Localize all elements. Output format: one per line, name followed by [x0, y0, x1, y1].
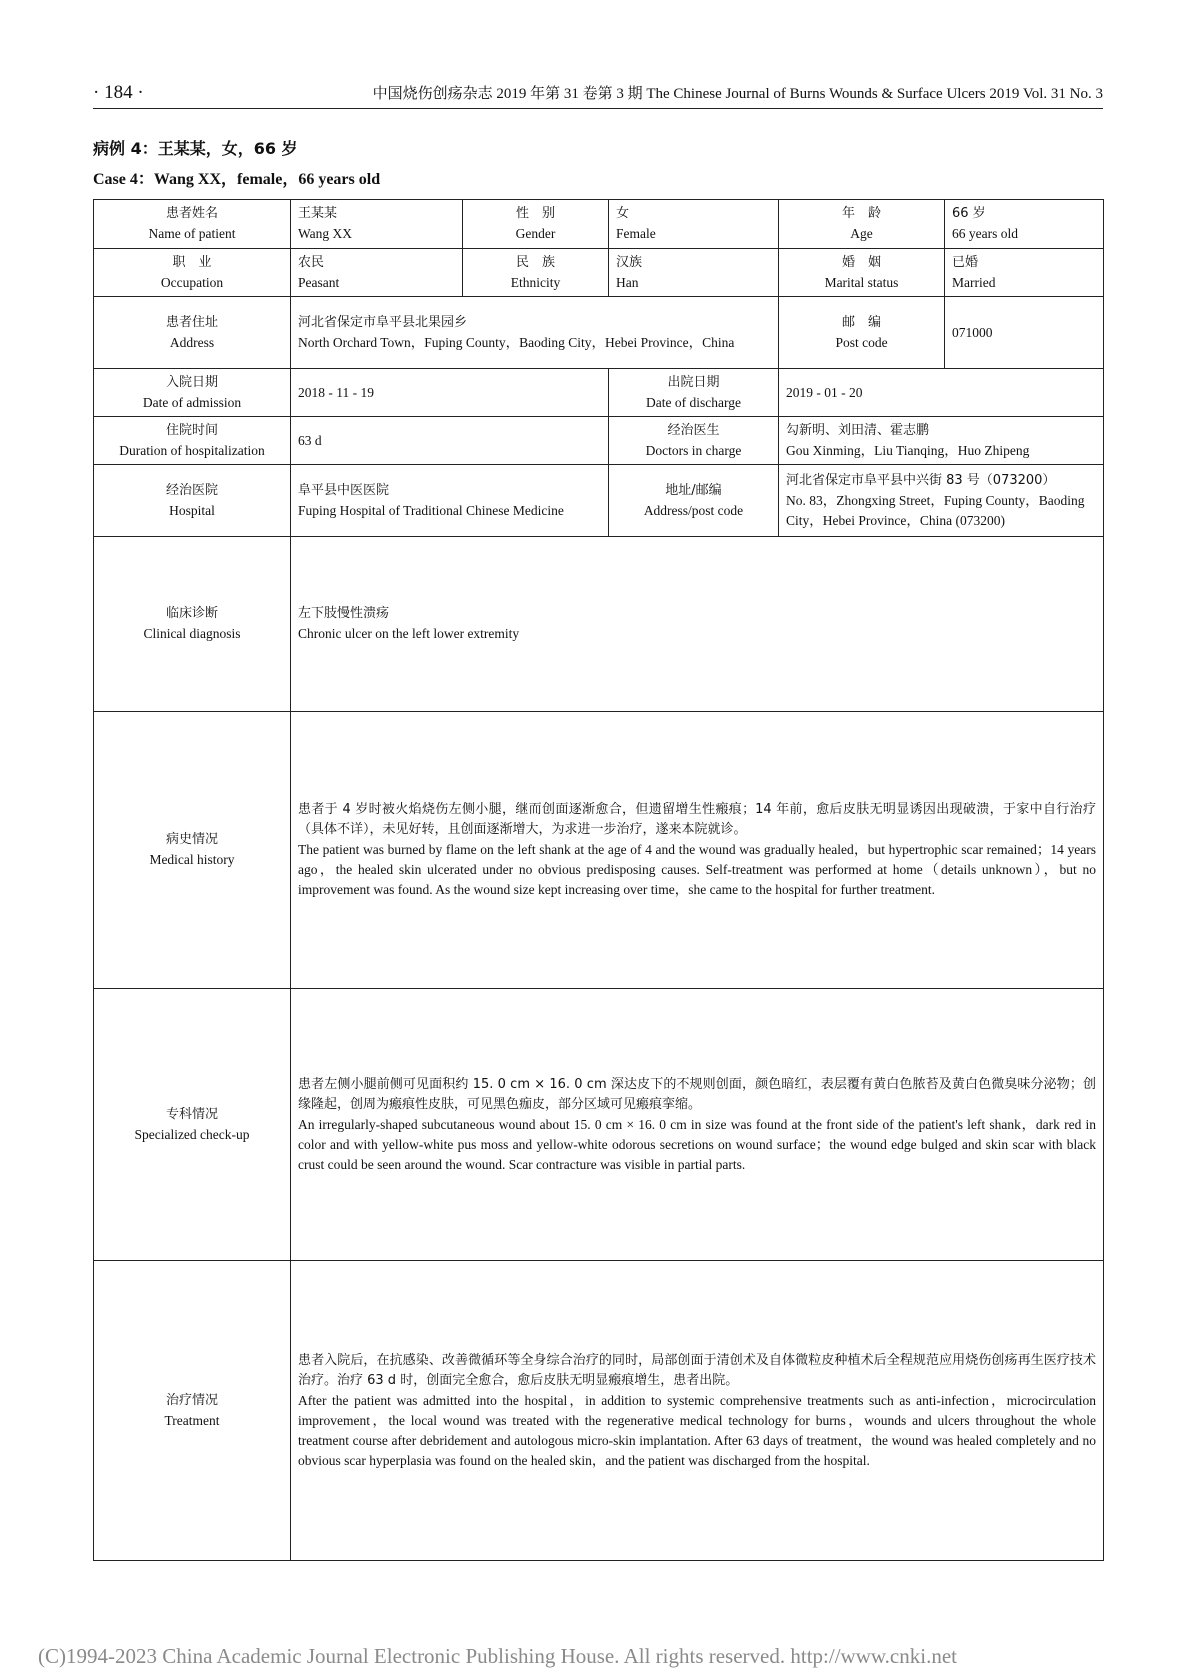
hospital-address-value: 河北省保定市阜平县中兴街 83 号（073200） No. 83，Zhongxing Street，Fuping County，Baoding City，Hebei Province，China (073200): [779, 465, 1104, 537]
copyright-footer: (C)1994-2023 China Academic Journal Electronic Publishing House. All rights reserved. http://www.cnki.net: [38, 1644, 957, 1668]
row-occupation: [94, 249, 1104, 297]
running-header: [93, 78, 1103, 108]
discharge-value: 2019 - 01 - 20: [779, 369, 1104, 417]
postcode-value: 071000: [945, 297, 1104, 369]
postcode-label: 邮 编 Post code: [779, 297, 945, 369]
address-label: 患者住址 Address: [94, 297, 291, 369]
ethnicity-value: 汉族 Han: [609, 249, 779, 297]
row-checkup: [94, 989, 1104, 1261]
admission-value: 2018 - 11 - 19: [291, 369, 609, 417]
occupation-label: 职 业 Occupation: [94, 249, 291, 297]
history-value: 患者于 4 岁时被火焰烧伤左侧小腿，继而创面逐渐愈合，但遗留增生性瘢痕；14 年前，愈后皮肤无明显诱因出现破溃，于家中自行治疗（具体不详），未见好转，且创面逐渐增大，为求进一步治疗，遂来本院就诊。 The patient was burned by flame on the left shank at the age of 4 and the wound was gradually healed，but hypertrophic scar remained；14 years ago，the healed skin ulcerated under no obvious predisposing causes. Self-treatment was performed at home（details unknown），but no improvement was found. As the wound size kept increasing over time，she came to the hospital for further treatment.: [291, 712, 1104, 989]
marital-value: 已婚 Married: [945, 249, 1104, 297]
hospital-value: 阜平县中医医院 Fuping Hospital of Traditional Chinese Medicine: [291, 465, 609, 537]
diagnosis-label: 临床诊断 Clinical diagnosis: [94, 537, 291, 712]
row-address: [94, 297, 1104, 369]
duration-label: 住院时间 Duration of hospitalization: [94, 417, 291, 465]
checkup-value: 患者左侧小腿前侧可见面积约 15. 0 cm × 16. 0 cm 深达皮下的不规则创面，颜色暗红，表层覆有黄白色脓苔及黄白色微臭味分泌物；创缘隆起，创周为瘢痕性皮肤，可见黑色痂皮，部分区域可见瘢痕挛缩。 An irregularly-shaped subcutaneous wound about 15. 0 cm × 16. 0 cm in size was found at the front side of the patient's left shank，dark red in color and with yellow-white pus moss and yellow-white odorous secretions on wound surface；the wound edge bulged and skin scar with black crust could be seen around the wound. Scar contracture was visible in partial parts.: [291, 989, 1104, 1261]
duration-value: 63 d: [291, 417, 609, 465]
checkup-label: 专科情况 Specialized check-up: [94, 989, 291, 1261]
name-value: 王某某 Wang XX: [291, 200, 463, 249]
case-title-cn: 病例 4：王某某，女，66 岁: [93, 139, 298, 158]
age-value: 66 岁 66 years old: [945, 200, 1104, 249]
case-title-en: Case 4：Wang XX，female，66 years old: [93, 171, 381, 188]
admission-label: 入院日期 Date of admission: [94, 369, 291, 417]
history-label: 病史情况 Medical history: [94, 712, 291, 989]
journal-citation: 中国烧伤创疡杂志 2019 年第 31 卷第 3 期 The Chinese Journal of Burns Wounds & Surface Ulcers 2019 Vol. 31 No. 3: [372, 86, 1103, 102]
diagnosis-value: 左下肢慢性溃疡 Chronic ulcer on the left lower extremity: [291, 537, 1104, 712]
row-duration: [94, 417, 1104, 465]
age-label: 年 龄 Age: [779, 200, 945, 249]
doctors-value: 勾新明、刘田清、霍志鹏 Gou Xinming，Liu Tianqing，Huo Zhipeng: [779, 417, 1104, 465]
header-rule: [93, 108, 1103, 109]
row-hospital: [94, 465, 1104, 537]
row-treatment: [94, 1261, 1104, 1561]
row-diagnosis: [94, 537, 1104, 712]
hospital-label: 经治医院 Hospital: [94, 465, 291, 537]
gender-label: 性 别 Gender: [463, 200, 609, 249]
address-value: 河北省保定市阜平县北果园乡 North Orchard Town，Fuping County，Baoding City，Hebei Province，China: [291, 297, 779, 369]
treatment-label: 治疗情况 Treatment: [94, 1261, 291, 1561]
case-record-table: [93, 199, 1104, 1561]
gender-value: 女 Female: [609, 200, 779, 249]
name-label: 患者姓名 Name of patient: [94, 200, 291, 249]
page-number: · 184 ·: [93, 82, 144, 103]
marital-label: 婚 姻 Marital status: [779, 249, 945, 297]
row-name: [94, 200, 1104, 249]
occupation-value: 农民 Peasant: [291, 249, 463, 297]
discharge-label: 出院日期 Date of discharge: [609, 369, 779, 417]
hospital-address-label: 地址/邮编 Address/post code: [609, 465, 779, 537]
ethnicity-label: 民 族 Ethnicity: [463, 249, 609, 297]
row-dates: [94, 369, 1104, 417]
row-history: [94, 712, 1104, 989]
doctors-label: 经治医生 Doctors in charge: [609, 417, 779, 465]
treatment-value: 患者入院后，在抗感染、改善微循环等全身综合治疗的同时，局部创面于清创术及自体微粒皮种植术后全程规范应用烧伤创疡再生医疗技术治疗。治疗 63 d 时，创面完全愈合，愈后皮肤无明显瘢痕增生，患者出院。 After the patient was admitted into the hospital，in addition to systemic comprehensive treatments such as anti-infection，microcirculation improvement，the local wound was treated with the regenerative medical technology for burns，wounds and ulcers throughout the whole treatment course after debridement and autologous micro-skin implantation. After 63 days of treatment，the wound was healed completely and no obvious scar hyperplasia was found on the healed skin，and the patient was discharged from the hospital.: [291, 1261, 1104, 1561]
